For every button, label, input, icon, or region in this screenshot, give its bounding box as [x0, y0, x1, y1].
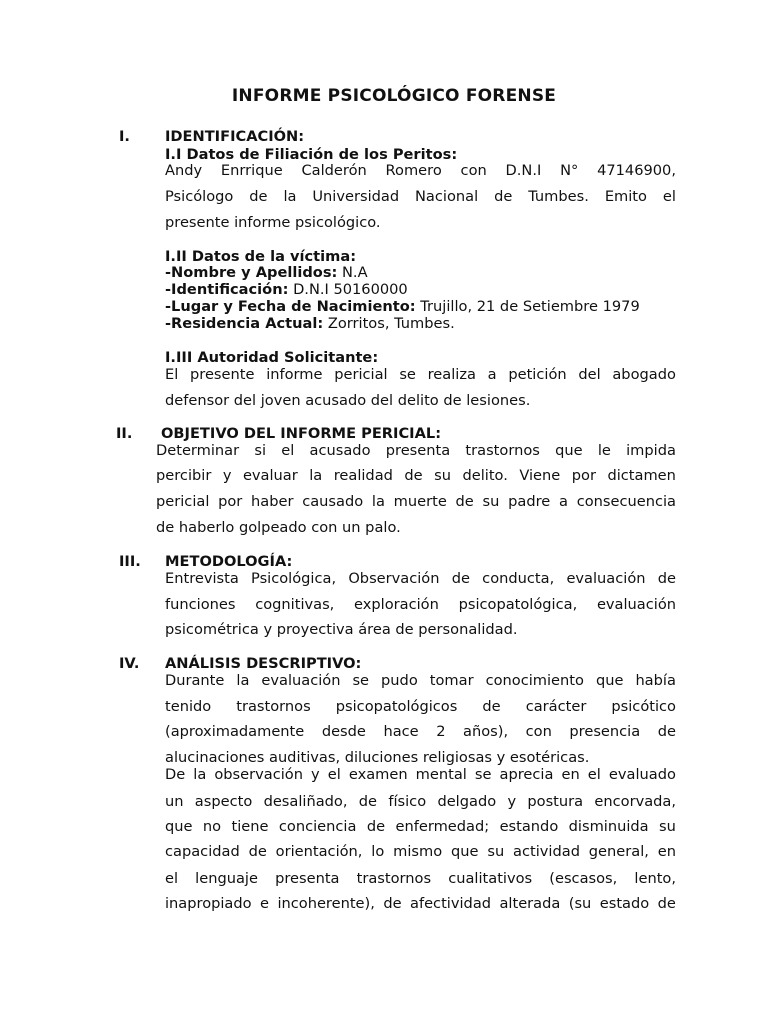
- word: psicótico: [611, 698, 676, 715]
- word: la: [309, 467, 323, 484]
- word: Psicológica,: [251, 570, 337, 587]
- field-value: Trujillo, 21 de Setiembre 1979: [420, 298, 640, 315]
- word: (su: [568, 895, 592, 912]
- paragraph-line: [156, 467, 676, 484]
- paragraph-line: [165, 570, 676, 587]
- word: con: [460, 162, 487, 179]
- word: su: [434, 467, 451, 484]
- word: su: [482, 493, 500, 510]
- word: evaluación: [566, 570, 646, 587]
- word: que: [165, 818, 193, 835]
- word: de: [657, 895, 676, 912]
- word: tomar: [429, 672, 474, 689]
- word: el: [327, 766, 341, 783]
- section-1-heading: IDENTIFICACIÓN:: [165, 128, 305, 145]
- paragraph-line: [156, 493, 676, 510]
- word: evaluar: [242, 467, 298, 484]
- field-label: -Identificación:: [165, 281, 289, 298]
- word: el: [281, 442, 295, 459]
- word: la: [371, 493, 385, 510]
- word: realiza: [427, 366, 476, 383]
- word: Viene: [519, 467, 561, 484]
- paragraph-line: [165, 843, 676, 860]
- word: un: [165, 793, 184, 810]
- field-row-name: [165, 264, 368, 281]
- word: delgado: [437, 793, 497, 810]
- paragraph-line: [165, 723, 676, 740]
- section-4-heading: ANÁLISIS DESCRIPTIVO:: [165, 655, 362, 672]
- word: y: [311, 766, 320, 783]
- word: (escasos,: [549, 870, 618, 887]
- word: se: [399, 366, 416, 383]
- word: que: [451, 843, 479, 860]
- field-row-birth: [165, 298, 640, 315]
- word: pudo: [381, 672, 418, 689]
- word: Tumbes.: [528, 188, 589, 205]
- word: que: [595, 672, 624, 689]
- word: de: [455, 493, 474, 510]
- word: Determinar: [156, 442, 240, 459]
- paragraph-line: defensor del joven acusado del delito de lesiones.: [165, 392, 531, 409]
- paragraph-line: [165, 672, 676, 689]
- word: le: [597, 442, 611, 459]
- word: 2: [436, 723, 446, 740]
- subsection-1-2-heading: I.II Datos de la víctima:: [165, 248, 357, 265]
- word: de: [657, 570, 676, 587]
- word: Andy: [165, 162, 203, 179]
- paragraph-line: de haberlo golpeado con un palo.: [156, 519, 401, 536]
- word: a: [487, 366, 497, 383]
- word: Psicólogo: [165, 188, 234, 205]
- word: inapropiado: [165, 895, 252, 912]
- word: a: [559, 493, 568, 510]
- word: evaluación: [261, 672, 341, 689]
- word: desaliñado,: [263, 793, 348, 810]
- section-3-numeral: III.: [119, 553, 141, 570]
- word: que: [555, 442, 583, 459]
- word: mismo: [393, 843, 443, 860]
- word: tenido: [165, 698, 212, 715]
- word: Nacional: [415, 188, 479, 205]
- word: pericial: [156, 493, 210, 510]
- word: cognitivas,: [255, 596, 335, 613]
- word: incoherente),: [277, 895, 375, 912]
- word: Observación: [348, 570, 440, 587]
- field-label: -Nombre y Apellidos:: [165, 264, 338, 281]
- paragraph-line: [165, 596, 676, 613]
- word: muerte: [393, 493, 447, 510]
- word: aspecto: [194, 793, 253, 810]
- word: lento,: [634, 870, 676, 887]
- word: y: [507, 793, 517, 810]
- section-2-heading: OBJETIVO DEL INFORME PERICIAL:: [161, 425, 442, 442]
- word: tiene: [231, 818, 269, 835]
- word: causado: [302, 493, 364, 510]
- paragraph-line: presente informe psicológico.: [165, 214, 381, 231]
- word: pericial: [334, 366, 388, 383]
- word: petición: [508, 366, 567, 383]
- field-label: -Lugar y Fecha de Nacimiento:: [165, 298, 416, 315]
- word: presencia: [569, 723, 641, 740]
- word: no: [202, 818, 222, 835]
- document-title: INFORME PSICOLÓGICO FORENSE: [231, 86, 557, 106]
- word: Universidad: [312, 188, 400, 205]
- word: percibir: [156, 467, 212, 484]
- word: El: [165, 366, 179, 383]
- word: realidad: [333, 467, 393, 484]
- word: si: [254, 442, 267, 459]
- word: haber: [251, 493, 294, 510]
- subsection-1-1-heading: I.I Datos de Filiación de los Peritos:: [165, 146, 458, 163]
- word: trastornos: [465, 442, 540, 459]
- word: de: [248, 843, 267, 860]
- word: De: [165, 766, 186, 783]
- word: años),: [463, 723, 509, 740]
- paragraph-line: [165, 766, 676, 783]
- word: lenguaje: [195, 870, 258, 887]
- word: alterada: [499, 895, 561, 912]
- word: cualitativos: [448, 870, 533, 887]
- word: conducta,: [482, 570, 555, 587]
- word: Calderón: [301, 162, 367, 179]
- section-4-numeral: IV.: [119, 655, 140, 672]
- word: de: [657, 723, 676, 740]
- word: Enrrique: [220, 162, 283, 179]
- field-value: D.N.I 50160000: [293, 281, 408, 298]
- word: acusado: [309, 442, 371, 459]
- word: psicopatológica,: [458, 596, 578, 613]
- field-label: -Residencia Actual:: [165, 315, 324, 332]
- paragraph-line: [165, 895, 676, 912]
- paragraph-line: [165, 162, 676, 179]
- word: capacidad: [165, 843, 240, 860]
- word: por: [571, 467, 596, 484]
- word: se: [352, 672, 370, 689]
- word: Emito: [604, 188, 647, 205]
- paragraph-line: psicométrica y proyectiva área de personalidad.: [165, 621, 518, 638]
- word: estado: [599, 895, 650, 912]
- word: psicopatológicos: [335, 698, 458, 715]
- word: mental: [415, 766, 467, 783]
- word: estando: [499, 818, 559, 835]
- word: de: [451, 570, 470, 587]
- word: evaluación: [596, 596, 676, 613]
- word: impida: [626, 442, 676, 459]
- field-value: Zorritos, Tumbes.: [327, 315, 455, 332]
- word: de: [494, 188, 513, 205]
- word: la: [236, 672, 250, 689]
- word: de: [366, 818, 386, 835]
- word: el: [165, 870, 179, 887]
- section-1-numeral: I.: [119, 128, 130, 145]
- paragraph-line: [156, 442, 676, 459]
- word: padre: [508, 493, 551, 510]
- word: su: [487, 843, 505, 860]
- word: N°: [560, 162, 579, 179]
- section-2-numeral: II.: [116, 425, 133, 442]
- word: Durante: [165, 672, 225, 689]
- word: de: [404, 467, 423, 484]
- word: conocimiento: [485, 672, 584, 689]
- word: presenta: [275, 870, 340, 887]
- word: trastornos: [236, 698, 311, 715]
- word: (aproximadamente: [165, 723, 305, 740]
- word: de: [482, 698, 501, 715]
- paragraph-line: [165, 698, 676, 715]
- word: D.N.I: [505, 162, 542, 179]
- word: 47146900,: [597, 162, 676, 179]
- word: exploración: [354, 596, 439, 613]
- word: desde: [321, 723, 366, 740]
- word: y: [222, 467, 232, 484]
- word: postura: [527, 793, 584, 810]
- word: carácter: [525, 698, 587, 715]
- word: lo: [371, 843, 385, 860]
- paragraph-line: [165, 793, 676, 810]
- word: en: [561, 766, 580, 783]
- word: abogado: [612, 366, 676, 383]
- word: el: [587, 766, 601, 783]
- word: la: [193, 766, 207, 783]
- word: consecuencia: [576, 493, 676, 510]
- section-3-heading: METODOLOGÍA:: [165, 553, 293, 570]
- word: examen: [348, 766, 408, 783]
- word: presenta: [385, 442, 451, 459]
- word: físico: [388, 793, 427, 810]
- word: el: [662, 188, 676, 205]
- word: informe: [266, 366, 323, 383]
- paragraph-line: [165, 870, 676, 887]
- word: enfermedad;: [395, 818, 490, 835]
- word: por: [218, 493, 243, 510]
- word: funciones: [165, 596, 236, 613]
- word: observación: [214, 766, 303, 783]
- paragraph-line: alucinaciones auditivas, diluciones religiosas y esotéricas.: [165, 749, 590, 766]
- word: la: [283, 188, 297, 205]
- word: hace: [383, 723, 419, 740]
- word: evaluado: [608, 766, 676, 783]
- paragraph-line: [165, 188, 676, 205]
- word: general,: [588, 843, 649, 860]
- word: presente: [190, 366, 255, 383]
- word: de: [358, 793, 378, 810]
- word: orientación,: [275, 843, 363, 860]
- word: aprecia: [499, 766, 554, 783]
- paragraph-line: [165, 818, 676, 835]
- word: afectividad: [410, 895, 492, 912]
- word: Romero: [385, 162, 442, 179]
- word: con: [525, 723, 552, 740]
- word: e: [260, 895, 269, 912]
- word: había: [635, 672, 676, 689]
- word: delito.: [462, 467, 508, 484]
- word: trastornos: [356, 870, 432, 887]
- word: su: [659, 818, 676, 835]
- word: actividad: [513, 843, 580, 860]
- word: en: [657, 843, 676, 860]
- word: Entrevista: [165, 570, 239, 587]
- word: de: [249, 188, 268, 205]
- field-row-identification: [165, 281, 408, 298]
- word: disminuida: [568, 818, 649, 835]
- paragraph-line: [165, 366, 676, 383]
- subsection-1-3-heading: I.III Autoridad Solicitante:: [165, 349, 379, 366]
- word: conciencia: [278, 818, 357, 835]
- word: encorvada,: [594, 793, 676, 810]
- word: se: [474, 766, 492, 783]
- field-value: N.A: [342, 264, 368, 281]
- word: de: [383, 895, 402, 912]
- word: del: [578, 366, 601, 383]
- word: dictamen: [607, 467, 676, 484]
- field-row-residence: [165, 315, 455, 332]
